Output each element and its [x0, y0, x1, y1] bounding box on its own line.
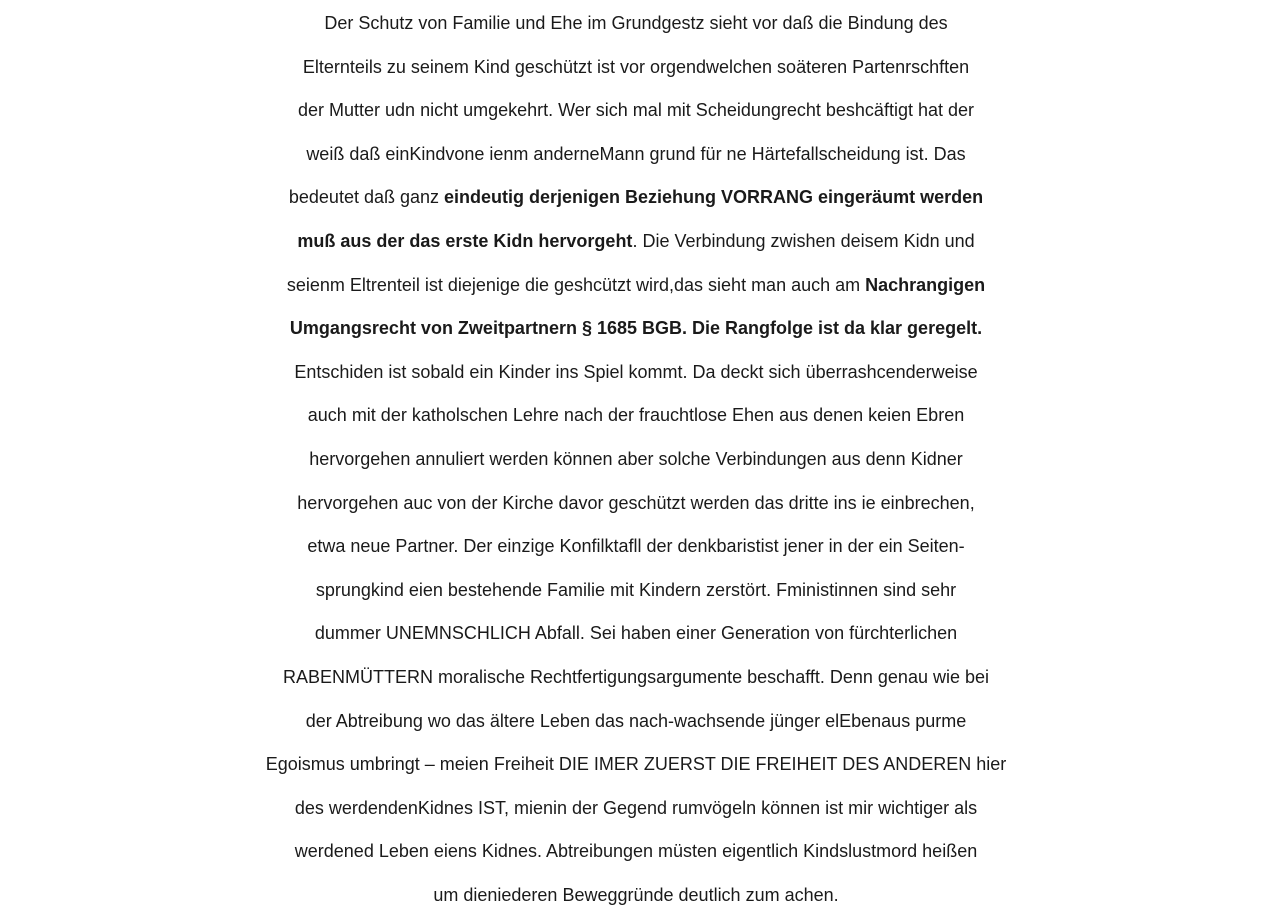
- bold-text-run: muß aus der das erste Kidn hervorgeht: [297, 230, 633, 251]
- text-line: [0, 569, 1272, 613]
- text-line: [0, 133, 1272, 177]
- text-line: [0, 612, 1272, 656]
- text-run: . Die Verbindung zwishen deisem Kidn und: [632, 230, 975, 251]
- text-line: [0, 2, 1272, 46]
- text-run: Entschiden ist sobald ein Kinder ins Spiel kommt. Da deckt sich überrashcenderweise: [294, 361, 978, 382]
- text-line: [0, 787, 1272, 831]
- text-line: [0, 482, 1272, 526]
- text-run: der Mutter udn nicht umgekehrt. Wer sich mal mit Scheidungrecht beshcäftigt hat der: [298, 100, 974, 121]
- text-run: Elternteils zu seinem Kind geschützt ist vor orgendwelchen soäteren Partenrschften: [302, 56, 970, 77]
- text-line: [0, 525, 1272, 569]
- text-run: hervorgehen annuliert werden können aber solche Verbindungen aus denn Kidner: [309, 448, 963, 469]
- text-run: etwa neue Partner. Der einzige Konfilktafll der denkbaristist jener in der ein Seiten-: [307, 536, 965, 557]
- text-line: [0, 438, 1272, 482]
- text-line: [0, 89, 1272, 133]
- bold-text-run: Umgangsrecht von Zweitpartnern § 1685 BGB. Die Rangfolge ist da klar geregelt.: [289, 318, 983, 339]
- text-run: der Abtreibung wo das ältere Leben das nach-wachsende jünger elEbenaus purme: [305, 710, 967, 731]
- text-run: hervorgehen auc von der Kirche davor geschützt werden das dritte ins ie einbrechen,: [297, 492, 975, 513]
- text-line: [0, 264, 1272, 308]
- text-line: [0, 874, 1272, 917]
- text-line: [0, 656, 1272, 700]
- text-run: um dieniederen Beweggründe deutlich zum achen.: [433, 884, 839, 905]
- text-run: RABENMÜTTERN moralische Rechtfertigungsargumente beschafft. Denn genau wie bei: [283, 666, 989, 687]
- text-run: Der Schutz von Familie und Ehe im Grundgestz sieht vor daß die Bindung des: [324, 13, 948, 33]
- text-run: bedeutet daß ganz: [288, 187, 445, 208]
- text-run: weiß daß einKindvone ienm anderneMann grund für ne Härtefallscheidung ist. Das: [306, 143, 966, 164]
- text-line: [0, 743, 1272, 787]
- text-run: sprungkind eien bestehende Familie mit Kindern zerstört. Fministinnen sind sehr: [315, 579, 957, 600]
- text-line: [0, 830, 1272, 874]
- text-run: werdened Leben eiens Kidnes. Abtreibungen müsten eigentlich Kindslustmord heißen: [294, 841, 978, 862]
- bold-text-run: Nachrangigen: [865, 274, 986, 295]
- text-line: [0, 307, 1272, 351]
- text-line: [0, 220, 1272, 264]
- text-run: Egoismus umbringt – meien Freiheit DIE IMER ZUERST DIE FREIHEIT DES ANDEREN hier: [265, 754, 1007, 775]
- text-run: auch mit der katholschen Lehre nach der frauchtlose Ehen aus denen keien Ebren: [307, 405, 965, 426]
- text-line: [0, 351, 1272, 395]
- text-run: dummer UNEMNSCHLICH Abfall. Sei haben einer Generation von fürchterlichen: [314, 623, 958, 644]
- text-line: [0, 176, 1272, 220]
- text-run: seienm Eltrenteil ist diejenige die geshcützt wird,das sieht man auch am: [286, 274, 866, 295]
- text-line: [0, 700, 1272, 744]
- bold-text-run: eindeutig derjenigen Beziehung VORRANG eingeräumt werden: [444, 187, 984, 208]
- text-run: des werdendenKidnes IST, mienin der Gegend rumvögeln können ist mir wichtiger als: [294, 797, 978, 818]
- text-line: [0, 394, 1272, 438]
- text-line: [0, 46, 1272, 90]
